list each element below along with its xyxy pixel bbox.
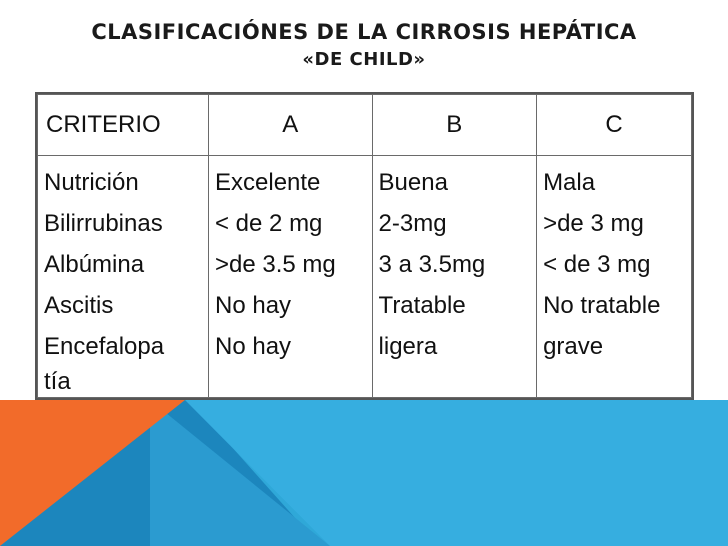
classification-table	[37, 94, 692, 398]
slide-title	[0, 18, 728, 72]
c-nutricion: Mala	[543, 169, 596, 196]
c-bilirrubinas: >de 3 mg	[543, 210, 644, 237]
table-header-row	[38, 95, 692, 156]
b-nutricion: Buena	[378, 169, 448, 196]
a-albumina: >de 3.5 mg	[215, 251, 336, 278]
header-criterio: CRITERIO	[38, 95, 209, 156]
c-encefalopatia: grave	[543, 333, 604, 360]
b-albumina: 3 a 3.5mg	[378, 251, 486, 278]
c-albumina: < de 3 mg	[543, 251, 651, 278]
a-ascitis: No hay	[215, 292, 292, 319]
b-ascitis: Tratable	[378, 292, 466, 319]
a-nutricion: Excelente	[215, 169, 321, 196]
criterion-ascitis: Ascitis	[44, 292, 114, 319]
title-line-1: CLASIFICACIÓNES DE LA CIRROSIS HEPÁTICA	[91, 20, 637, 44]
criteria-column	[38, 156, 209, 398]
header-b: B	[372, 95, 537, 156]
criterion-nutricion: Nutrición	[44, 169, 139, 196]
class-c-column	[537, 156, 692, 398]
c-ascitis: No tratable	[543, 292, 661, 319]
criterion-bilirrubinas: Bilirrubinas	[44, 210, 163, 237]
criterion-albumina: Albúmina	[44, 251, 145, 278]
a-encefalopatia: No hay	[215, 333, 292, 360]
header-c: C	[537, 95, 692, 156]
child-classification-table	[35, 92, 694, 400]
header-a: A	[209, 95, 373, 156]
b-bilirrubinas: 2-3mg	[378, 210, 447, 237]
a-bilirrubinas: < de 2 mg	[215, 210, 323, 237]
b-encefalopatia: ligera	[378, 333, 438, 360]
table-body-row	[38, 156, 692, 398]
criterion-encefalopatia-part1: Encefalopa	[44, 333, 165, 360]
title-line-2: «DE CHILD»	[302, 49, 426, 70]
class-b-column	[372, 156, 537, 398]
criterion-encefalopatia-part2: tía	[44, 368, 71, 395]
class-a-column	[209, 156, 373, 398]
